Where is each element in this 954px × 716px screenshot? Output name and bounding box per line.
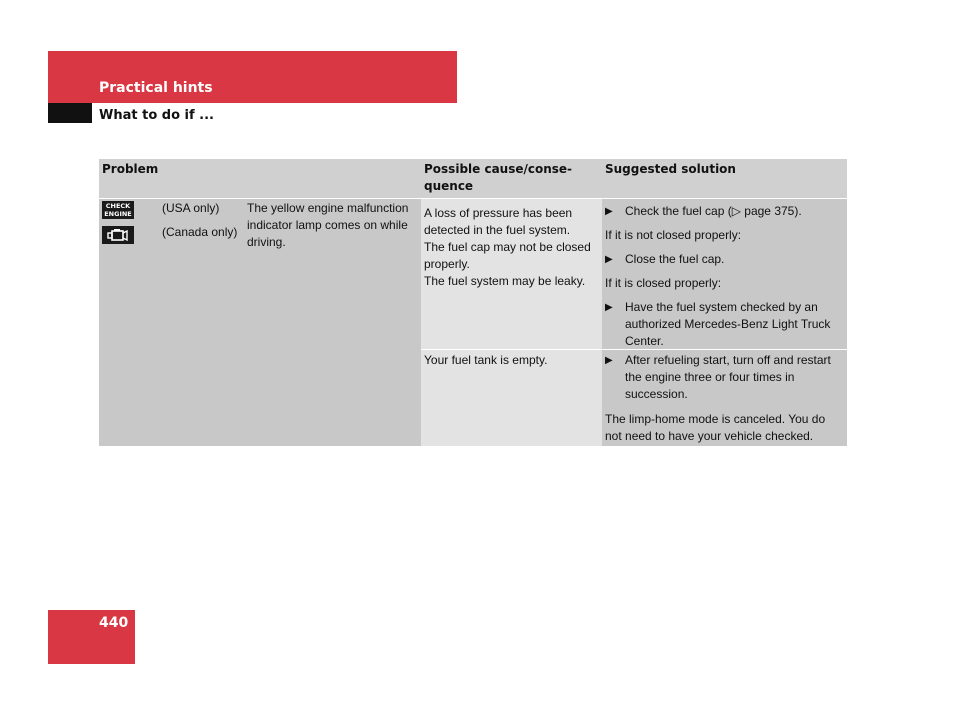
- problem-icons: [102, 201, 134, 244]
- column-header-cause: Possible cause/conse- quence: [421, 159, 602, 198]
- solution-step-text: After refueling start, turn off and restart the engine three or four times in succession.: [625, 353, 831, 401]
- solution-cell: [602, 199, 847, 349]
- check-engine-icon: CHECK ENGINE: [102, 201, 134, 219]
- market-labels: [162, 200, 237, 241]
- section-title: Practical hints: [99, 80, 213, 96]
- engine-icon: [102, 226, 134, 244]
- solution-step-text: Close the fuel cap.: [625, 252, 725, 266]
- bullet-arrow-icon: ▶: [605, 355, 613, 366]
- table-body: [99, 199, 847, 446]
- solution-cell: [602, 350, 847, 446]
- solution-step-text: Check the fuel cap (▷ page 375).: [625, 204, 802, 218]
- cause-cell: A loss of pressure has been detected in the fuel system. The fuel cap may not be closed properly. The fuel system may be leaky.: [421, 199, 602, 349]
- solution-step-text: Have the fuel system checked by an authorized Mercedes-Benz Light Truck Center.: [625, 300, 831, 348]
- column-header-problem: Problem: [99, 159, 421, 198]
- market-canada: (Canada only): [162, 225, 238, 239]
- page-number: 440: [99, 615, 129, 631]
- bullet-arrow-icon: ▶: [605, 206, 613, 217]
- column-header-solution: Suggested solution: [602, 159, 847, 198]
- cause-cell: Your fuel tank is empty.: [421, 350, 602, 446]
- market-usa: (USA only): [162, 201, 220, 215]
- problem-cell: [99, 199, 421, 446]
- solution-note: The limp-home mode is canceled. You do not need to have your vehicle checked.: [605, 412, 826, 443]
- problem-description: The yellow engine malfunction indicator lamp comes on while driving.: [247, 201, 409, 249]
- table-row: [421, 350, 847, 446]
- bullet-arrow-icon: ▶: [605, 302, 613, 313]
- solution-step: [605, 203, 844, 220]
- troubleshooting-table: [99, 159, 847, 446]
- solution-note: If it is closed properly:: [605, 276, 722, 290]
- subsection-title: What to do if ...: [99, 108, 214, 123]
- section-tab-marker: [48, 103, 92, 123]
- solution-step: [605, 352, 844, 403]
- table-row: [421, 199, 847, 349]
- table-header-row: [99, 159, 847, 198]
- solution-note: If it is not closed properly:: [605, 228, 742, 242]
- bullet-arrow-icon: ▶: [605, 254, 613, 265]
- solution-step: [605, 251, 844, 268]
- solution-step: [605, 299, 844, 350]
- cause-solution-column: [421, 199, 847, 446]
